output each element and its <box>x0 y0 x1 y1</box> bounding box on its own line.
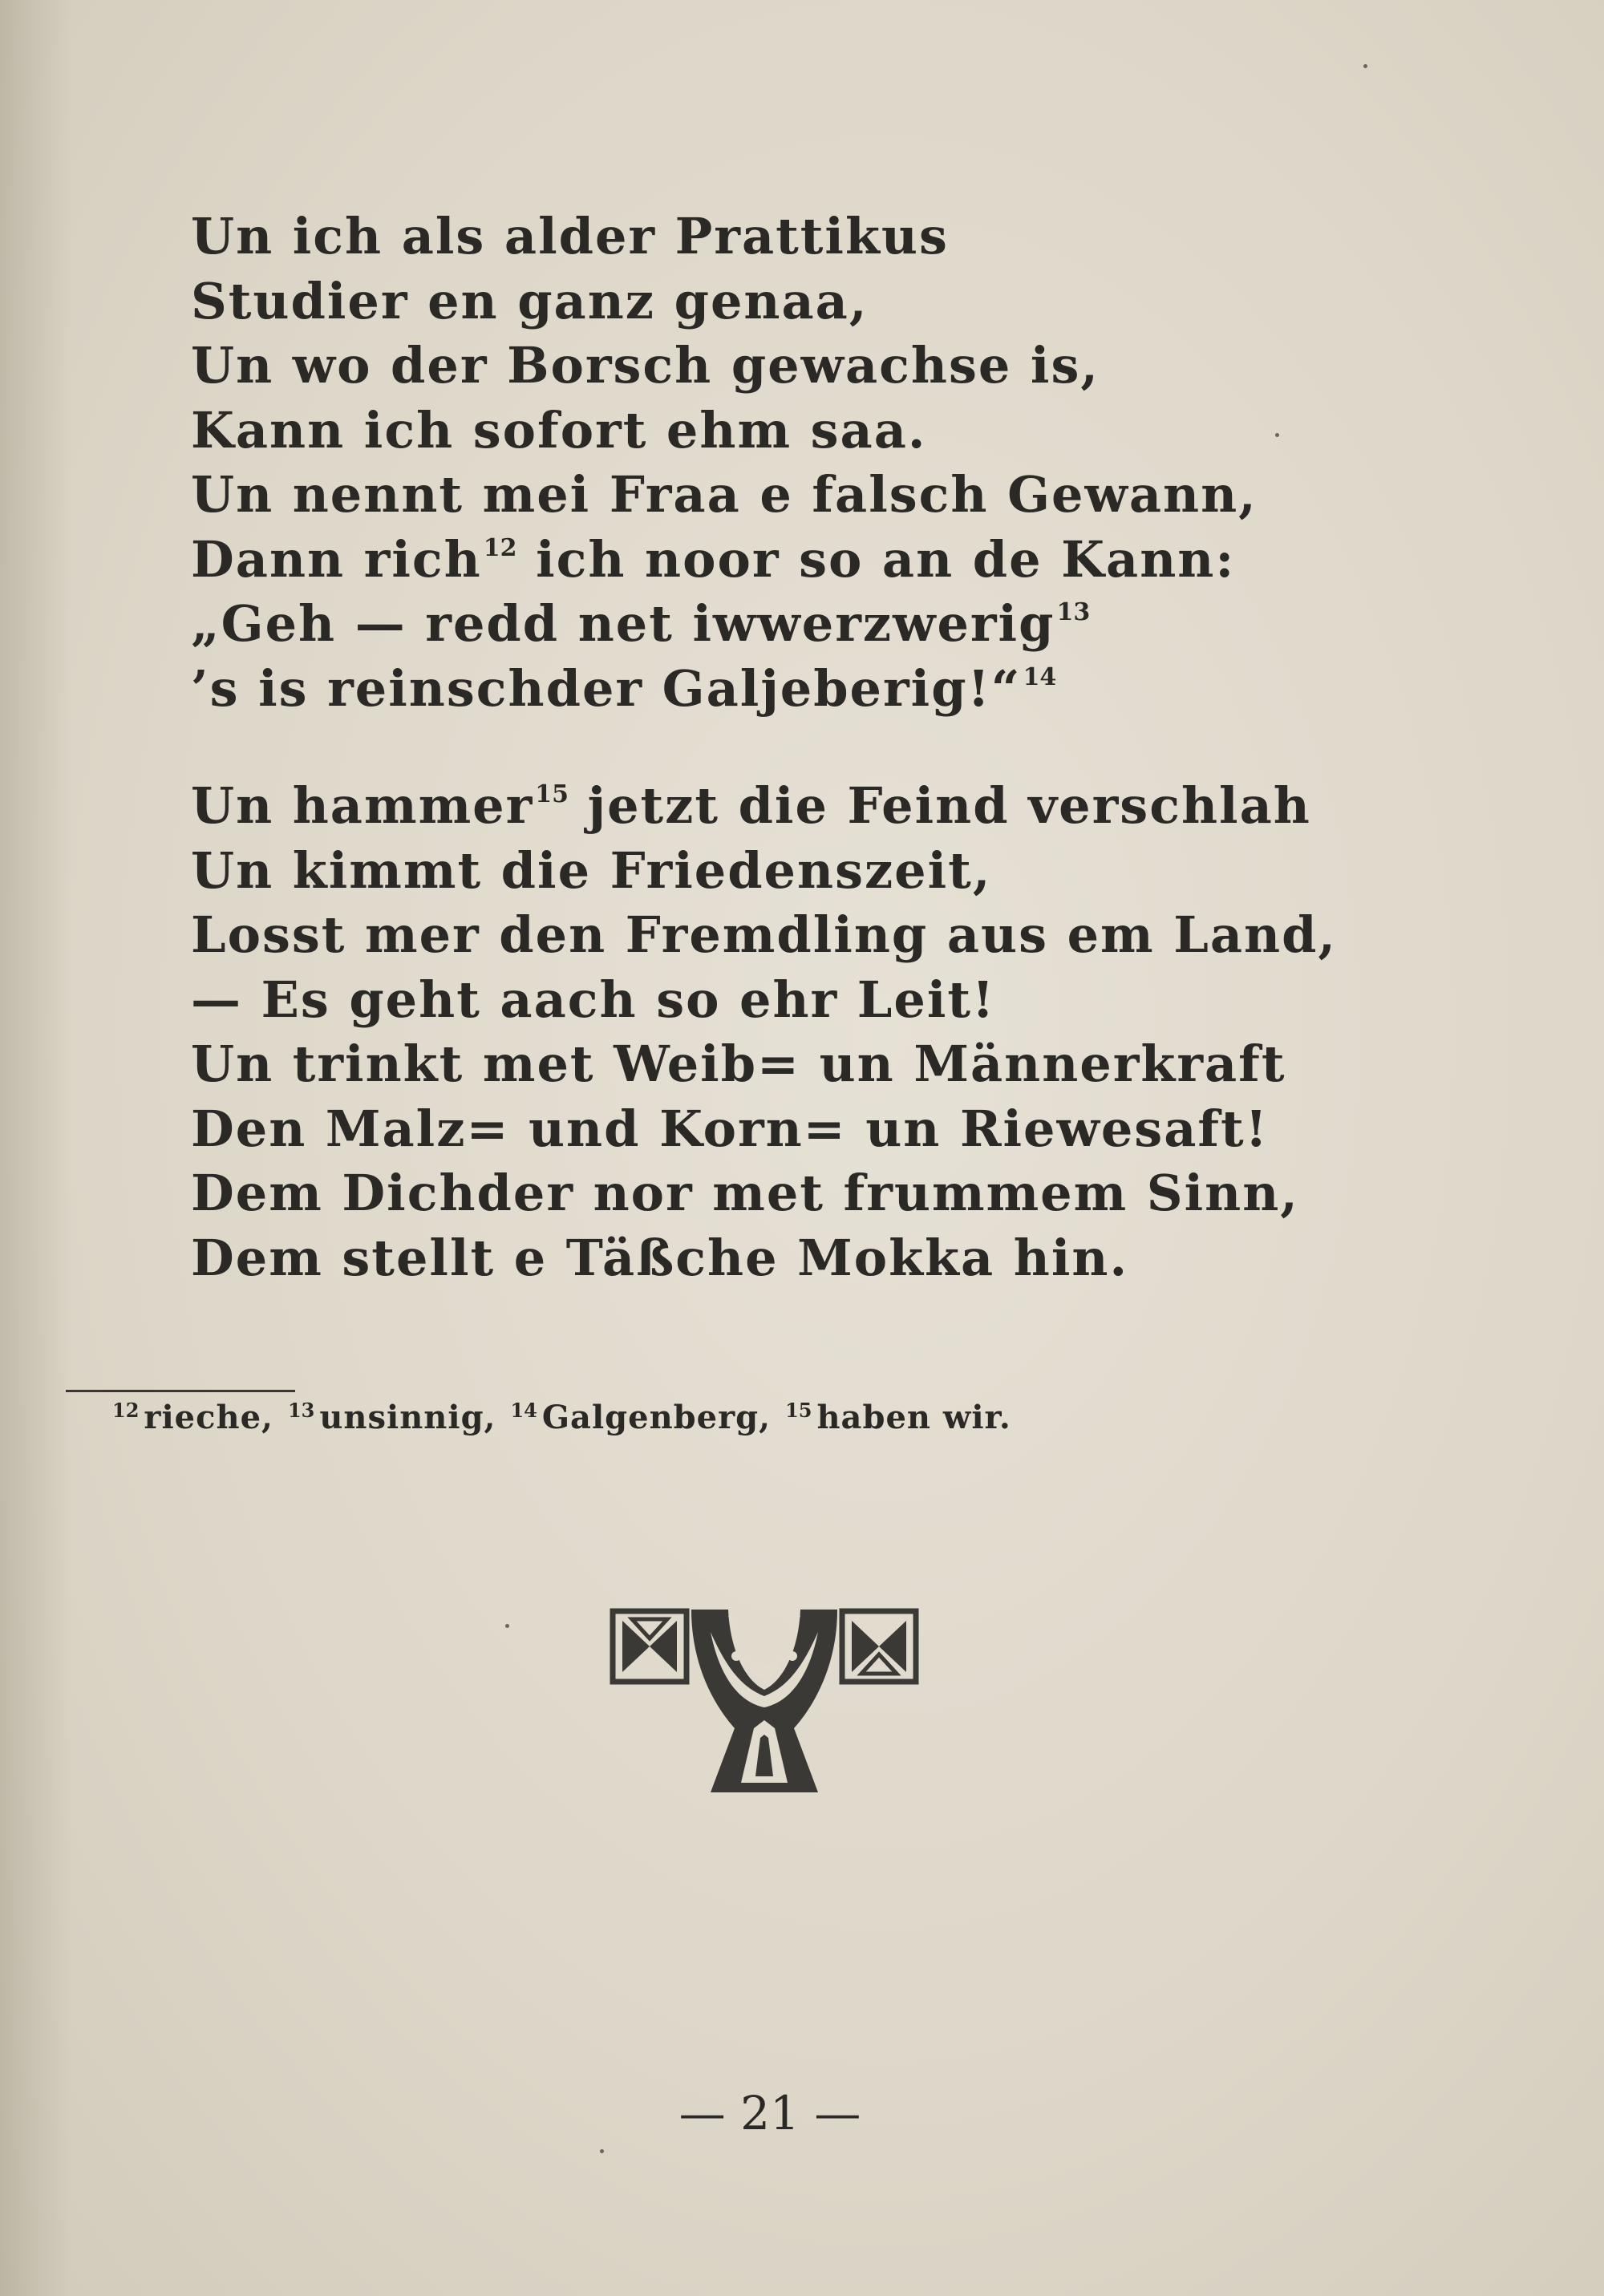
verse-line <box>191 774 1337 839</box>
footnote-number: 12 <box>112 1399 140 1422</box>
verse-text: — Es geht aach so ehr Leit! <box>191 970 996 1029</box>
page-number: — 21 — <box>678 2086 861 2140</box>
verse-text: Studier en ganz genaa, <box>191 271 869 330</box>
verse-text: Un nennt mei Fraa e falsch Gewann, <box>191 465 1258 524</box>
verse-line <box>191 592 1258 657</box>
verse-text: ’s is reinschder Galjeberig!“ <box>191 658 1022 718</box>
verse-line <box>191 1097 1337 1162</box>
verse-line <box>191 204 1258 269</box>
verse-text: Losst mer den Fremdling aus em Land, <box>191 905 1338 964</box>
footnote-marker: 12 <box>483 533 517 562</box>
footnote-rule <box>66 1390 295 1392</box>
footnote-item <box>112 1399 273 1436</box>
verse-line <box>191 463 1258 528</box>
verse-line <box>191 1161 1337 1226</box>
footnote-number: 13 <box>287 1399 315 1422</box>
footnote-item <box>288 1399 496 1436</box>
footnote-text: haben wir. <box>816 1399 1011 1436</box>
verse-text: Un trinkt met Weib= un Männerkraft <box>191 1035 1286 1093</box>
footnote-text: unsinnig, <box>319 1399 496 1436</box>
vignette-ornament-icon <box>608 1600 921 1800</box>
verse-text: Dem stellt e Täßche Mokka hin. <box>191 1228 1129 1287</box>
verse-text: Dem Dichder nor met frummem Sinn, <box>191 1164 1299 1222</box>
verse-line <box>191 903 1337 968</box>
verse-line <box>191 657 1258 722</box>
footnotes <box>112 1394 1026 1442</box>
verse-line <box>191 839 1337 904</box>
footnote-marker: 14 <box>1023 662 1057 691</box>
verse-line <box>191 1032 1337 1097</box>
spine-shadow <box>0 0 72 2296</box>
verse-line <box>191 968 1337 1033</box>
footnote-item <box>510 1399 771 1436</box>
footnote-marker: 15 <box>535 780 569 808</box>
footnote-item <box>785 1399 1011 1436</box>
footnote-marker: 13 <box>1056 598 1091 626</box>
stanza-2 <box>191 774 1337 1290</box>
verse-text: Un kimmt die Friedenszeit, <box>191 840 992 900</box>
verse-line <box>191 399 1258 464</box>
paper-speck <box>1363 64 1367 68</box>
verse-line <box>191 1226 1337 1291</box>
paper-speck <box>505 1624 509 1628</box>
footnote-number: 14 <box>510 1399 537 1422</box>
verse-line <box>191 334 1258 399</box>
verse-text-continued: ich noor so an de Kann: <box>516 529 1236 589</box>
verse-line <box>191 528 1258 593</box>
verse-line <box>191 269 1258 334</box>
verse-text-continued: jetzt die Feind verschlah <box>569 776 1311 835</box>
footnote-number: 15 <box>785 1399 812 1422</box>
stanza-1 <box>191 204 1258 721</box>
verse-text: Den Malz= und Korn= un Riewesaft! <box>191 1099 1269 1158</box>
paper-speck <box>600 2149 604 2153</box>
footnote-text: rieche, <box>144 1399 273 1436</box>
footnote-text: Galgenberg, <box>541 1399 772 1436</box>
verse-text: Un hammer <box>191 776 534 835</box>
verse-text: Un wo der Borsch gewachse is, <box>191 336 1100 395</box>
verse-text: „Geh — redd net iwwerzwerig <box>191 594 1055 653</box>
verse-text: Un ich als alder Prattikus <box>191 207 949 265</box>
verse-text: Kann ich sofort ehm saa. <box>191 400 927 460</box>
paper-speck <box>1275 433 1279 437</box>
verse-text: Dann rich <box>191 529 482 589</box>
